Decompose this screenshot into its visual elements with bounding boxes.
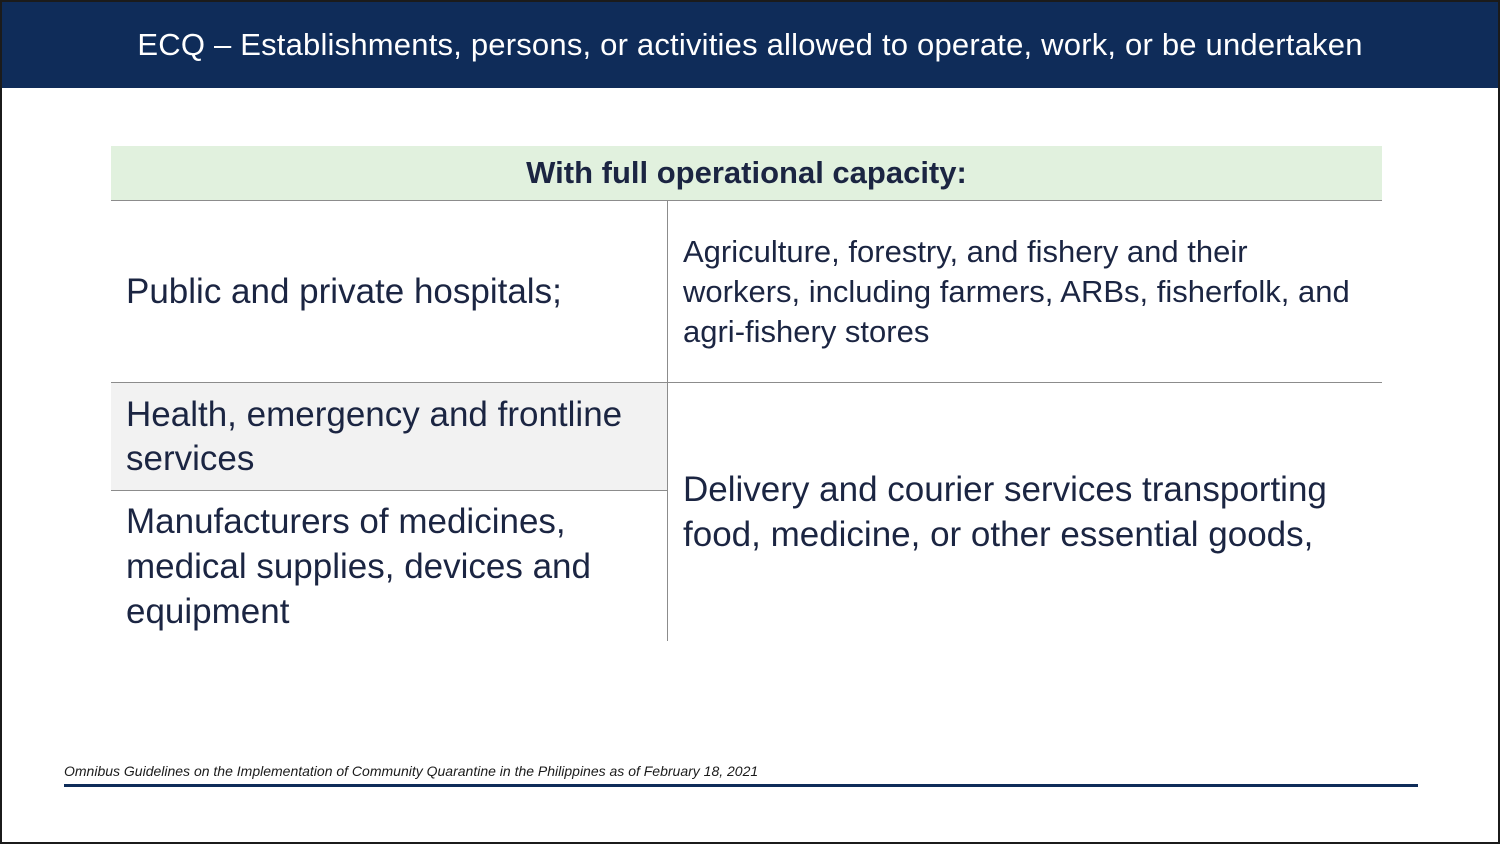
table-column-divider: [667, 201, 668, 641]
table-cell-agriculture: [668, 201, 1382, 383]
table-header-label: With full operational capacity:: [526, 155, 967, 190]
cell-text: Agriculture, forestry, and fishery and their workers, including farmers, ARBs, fisherfolk, and agri-fishery stores: [683, 234, 1350, 349]
footer-divider: [64, 784, 1418, 787]
table-row-divider: [111, 382, 1382, 383]
table-row-divider: [111, 490, 668, 491]
table-cell-health-services: [111, 383, 668, 491]
slide-title: ECQ – Establishments, persons, or activities allowed to operate, work, or be undertaken: [137, 27, 1363, 62]
cell-text: Health, emergency and frontline services: [126, 395, 623, 478]
cell-text: Manufacturers of medicines, medical supplies, devices and equipment: [126, 501, 591, 631]
cell-text: Public and private hospitals;: [126, 272, 562, 311]
table-cell-manufacturers: [111, 491, 668, 641]
table-cell-hospitals: [111, 201, 668, 383]
source-citation: Omnibus Guidelines on the Implementation of Community Quarantine in the Philippines as of February 18, 2021: [64, 763, 759, 779]
table-header: [111, 146, 1382, 201]
table-cell-delivery: [668, 383, 1382, 641]
title-bar: [2, 2, 1498, 88]
cell-text: Delivery and courier services transporting food, medicine, or other essential goods,: [683, 470, 1327, 554]
